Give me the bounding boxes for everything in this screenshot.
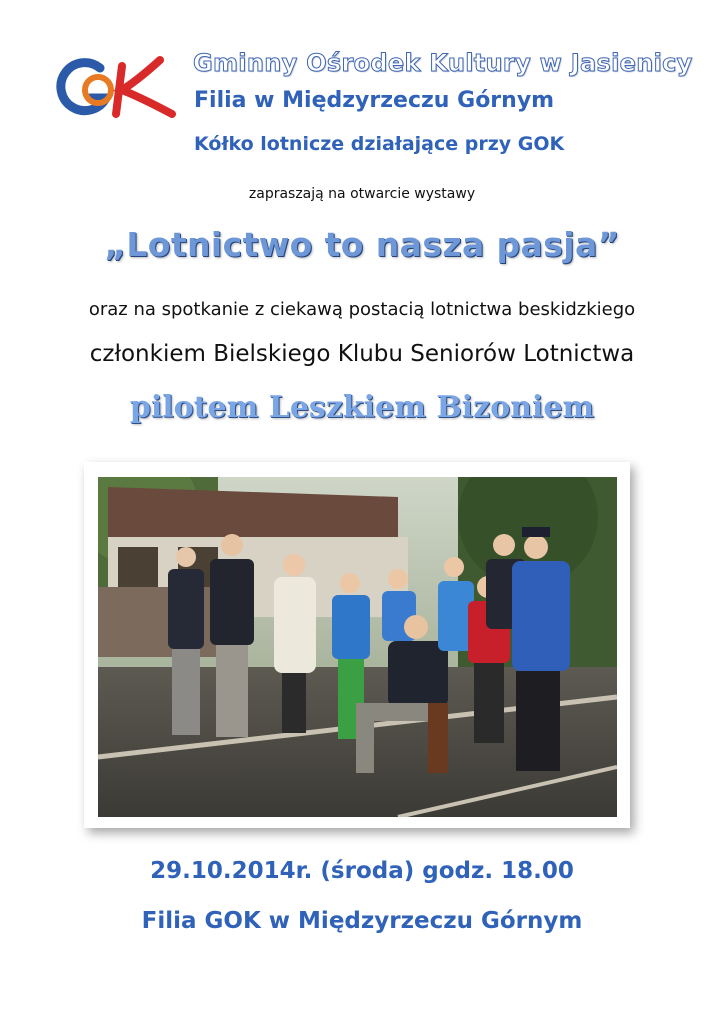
organizer-club: Kółko lotnicze działające przy GOK <box>194 133 565 155</box>
organizer-name: Gminny Ośrodek Kultury w Jasienicy <box>193 49 693 77</box>
member-text: członkiem Bielskiego Klubu Seniorów Lotnictwa <box>89 341 635 367</box>
event-datetime: 29.10.2014r. (środa) godz. 18.00 <box>150 858 574 884</box>
exhibition-title: „Lotnictwo to nasza pasja” <box>104 225 620 264</box>
group-photo <box>98 477 617 817</box>
meeting-text: oraz na spotkanie z ciekawą postacią lotnictwa beskidzkiego <box>88 299 636 320</box>
event-venue: Filia GOK w Międzyrzeczu Górnym <box>141 908 583 934</box>
organizer-branch: Filia w Międzyrzeczu Górnym <box>194 88 555 113</box>
guest-name: pilotem Leszkiem Bizoniem <box>129 390 595 425</box>
gok-logo <box>56 54 180 120</box>
invitation-intro: zapraszają na otwarcie wystawy <box>248 186 476 202</box>
